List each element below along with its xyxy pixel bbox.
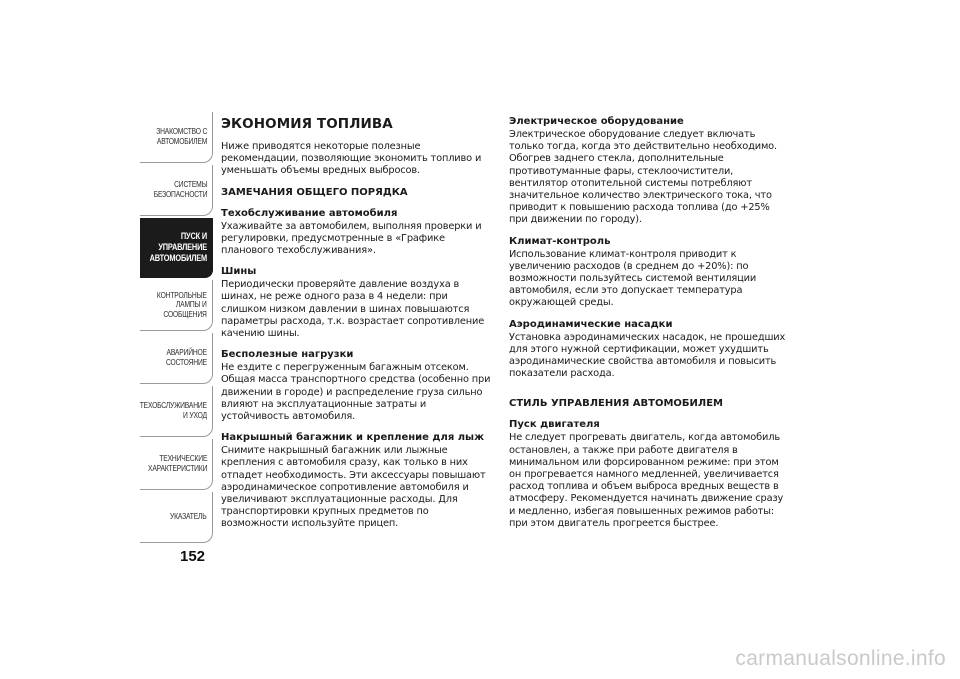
subheading-engine-start: Пуск двигателя	[509, 419, 600, 431]
tab-label: ЗНАКОМСТВО С АВТОМОБИЛЕМ	[156, 127, 207, 146]
tab-label: ТЕХОБСЛУЖИВАНИЕ И УХОД	[139, 401, 207, 420]
tab-label: АВАРИЙНОЕ СОСТОЯНИЕ	[166, 348, 207, 367]
subheading-loads: Бесполезные нагрузки	[221, 349, 354, 361]
section-heading-general: ЗАМЕЧАНИЯ ОБЩЕГО ПОРЯДКА	[221, 186, 408, 198]
paragraph-roof-rack: Снимите накрышный багажник или лыжные крепления с автомобиля сразу, как только в них отпадет необходимость. Эти аксессуары повышают аэродинамическое сопротивление автомобиля и увеличивают эксплуатационные расходы. Для транспортировки крупных предметов по возможности используйте прицеп.	[221, 445, 486, 530]
subheading-electrical: Электрическое оборудование	[509, 116, 684, 127]
subheading-tyres: Шины	[221, 266, 257, 278]
subheading-roof-rack: Накрышный багажник и крепление для лыж	[221, 432, 485, 444]
paragraph-aero: Установка аэродинамических насадок, не прошедших для этого нужной сертификации, может ухудшить аэродинамические свойства автомобиля и повысить показатели расхода.	[509, 331, 786, 380]
page-number: 152	[180, 548, 206, 565]
tab-label: ТЕХНИЧЕСКИЕ ХАРАКТЕРИСТИКИ	[147, 454, 207, 473]
tab-starting-driving[interactable]	[140, 218, 213, 278]
tab-index[interactable]	[140, 492, 213, 543]
tab-label: ПУСК И УПРАВЛЕНИЕ АВТОМОБИЛЕМ	[149, 231, 207, 263]
watermark: carmanualsonline.info	[735, 647, 946, 670]
subheading-aero: Аэродинамические насадки	[509, 318, 673, 330]
paragraph-tyres: Периодически проверяйте давление воздуха в шинах, не реже одного раза в 4 недели: при слишком низком давлении в шинах повышаются параметры расхода, т.к. возрастает сопротивление качению шины.	[221, 279, 485, 340]
paragraph-engine-start: Не следует прогревать двигатель, когда автомобиль остановлен, а также при работе двигателя в минимальном или форсированном режиме: при этом он прогревается намного медленней, увеличивается расход топлива и объем выброса вредных веществ в атмосферу. Рекомендуется начинать движение сразу и медленно, избегая повышенных режимов работы: при этом двигатель прогреется быстрее.	[509, 432, 784, 529]
tab-introduction[interactable]	[140, 112, 213, 163]
intro-paragraph: Ниже приводятся некоторые полезные рекомендации, позволяющие экономить топливо и уменьшать объемы вредных выбросов.	[221, 141, 482, 177]
tab-label: КОНТРОЛЬНЫЕ ЛАМПЫ И СООБЩЕНИЯ	[157, 290, 207, 319]
left-column	[221, 116, 493, 540]
paragraph-climate: Использование климат-контроля приводит к увеличению расходов (в среднем до +20%): по возможности пользуйтесь системой вентиляции автомобиля, если это допускает температура окружающей среды.	[509, 248, 757, 309]
subheading-climate: Климат-контроль	[509, 235, 611, 247]
tab-warning-lights[interactable]	[140, 280, 213, 331]
right-column	[509, 116, 787, 539]
page-title: ЭКОНОМИЯ ТОПЛИВА	[221, 116, 393, 132]
tab-safety-systems[interactable]	[140, 165, 213, 216]
tab-label: УКАЗАТЕЛЬ	[170, 512, 207, 522]
subheading-maintenance: Техобслуживание автомобиля	[221, 207, 398, 219]
section-heading-driving-style: СТИЛЬ УПРАВЛЕНИЯ АВТОМОБИЛЕМ	[509, 398, 723, 410]
tab-specifications[interactable]	[140, 439, 213, 490]
paragraph-maintenance: Ухаживайте за автомобилем, выполняя проверки и регулировки, предусмотренные в «Графике планового техобслуживания».	[221, 220, 482, 257]
chapter-tabs	[140, 112, 213, 545]
paragraph-loads: Не ездите с перегруженным багажным отсеком. Общая масса транспортного средства (особенно при движении в городе) и распределение груза сильно влияют на эксплуатационные затраты и устойчивость автомобиля.	[221, 362, 491, 423]
paragraph-electrical: Электрическое оборудование следует включать только тогда, когда это действительно необходимо. Обогрев заднего стекла, дополнительные противотуманные фары, стеклоочистители, вентилятор отопительной системы потребляют значительное количество электрического тока, что приводит к повышению расхода топлива (до +25% при движении по городу).	[509, 129, 777, 226]
tab-label: СИСТЕМЫ БЕЗОПАСНОСТИ	[153, 180, 207, 199]
tab-maintenance[interactable]	[140, 386, 213, 437]
tab-emergency[interactable]	[140, 333, 213, 384]
